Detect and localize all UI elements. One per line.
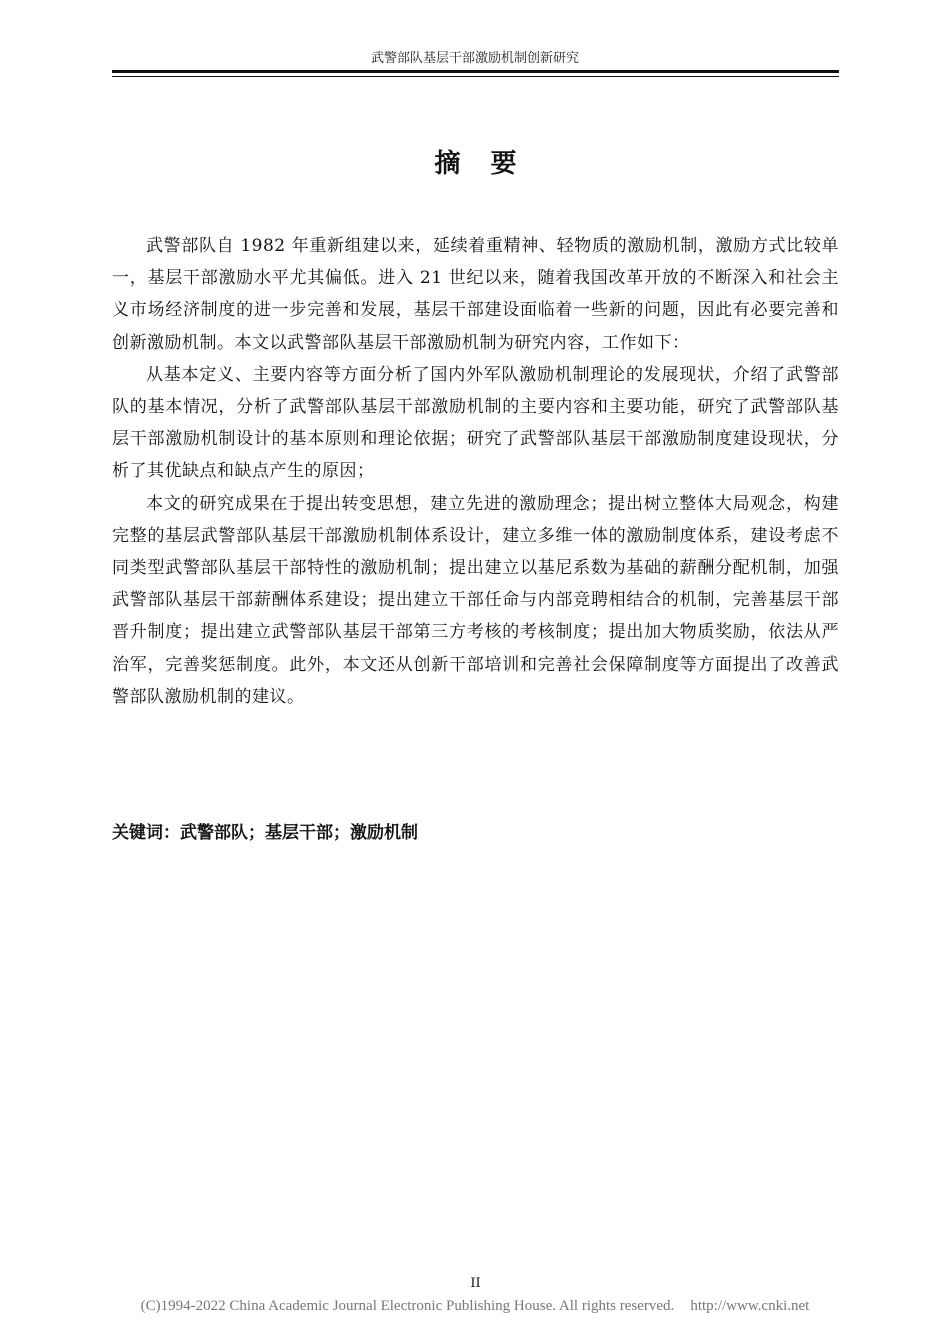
copyright-notice: (C)1994-2022 China Academic Journal Electronic Publishing House. All rights reserved. xyxy=(140,1298,675,1314)
abstract-body xyxy=(112,230,839,713)
abstract-paragraph-2: 从基本定义、主要内容等方面分析了国内外军队激励机制理论的发展现状，介绍了武警部队的基本情况，分析了武警部队基层干部激励机制的主要内容和主要功能，研究了武警部队基层干部激励机制设计的基本原则和理论依据；研究了武警部队基层干部激励制度建设现状，分析了其优缺点和缺点产生的原因； xyxy=(112,364,839,482)
page-number: II xyxy=(470,1276,481,1291)
header-rule-thin xyxy=(112,76,839,77)
abstract-title: 摘要 xyxy=(434,149,547,179)
cnki-website: http://www.cnki.net xyxy=(690,1298,810,1314)
abstract-paragraph-3: 本文的研究成果在于提出转变思想，建立先进的激励理念；提出树立整体大局观念，构建完整的基层武警部队基层干部激励机制体系设计，建立多维一体的激励制度体系，建设考虑不同类型武警部队基层干部特性的激励机制；提出建立以基尼系数为基础的薪酬分配机制，加强武警部队基层干部薪酬体系建设；提出建立干部任命与内部竞聘相结合的机制，完善基层干部晋升制度；提出建立武警部队基层干部第三方考核的考核制度；提出加大物质奖励，依法从严治军，完善奖惩制度。此外，本文还从创新干部培训和完善社会保障制度等方面提出了改善武警部队激励机制的建议。 xyxy=(112,493,839,707)
abstract-paragraph-1: 武警部队自 1982 年重新组建以来，延续着重精神、轻物质的激励机制，激励方式比较单一，基层干部激励水平尤其偏低。进入 21 世纪以来，随着我国改革开放的不断深入和社会主义市场经济制度的进一步完善和发展，基层干部建设面临着一些新的问题，因此有必要完善和创新激励机制。本文以武警部队基层干部激励机制为研究内容，工作如下： xyxy=(112,236,839,353)
header-rule-thick xyxy=(112,70,839,73)
keywords-line: 关键词：武警部队；基层干部；激励机制 xyxy=(112,823,418,843)
copyright-footer xyxy=(0,1297,950,1315)
running-header: 武警部队基层干部激励机制创新研究 xyxy=(370,51,579,66)
